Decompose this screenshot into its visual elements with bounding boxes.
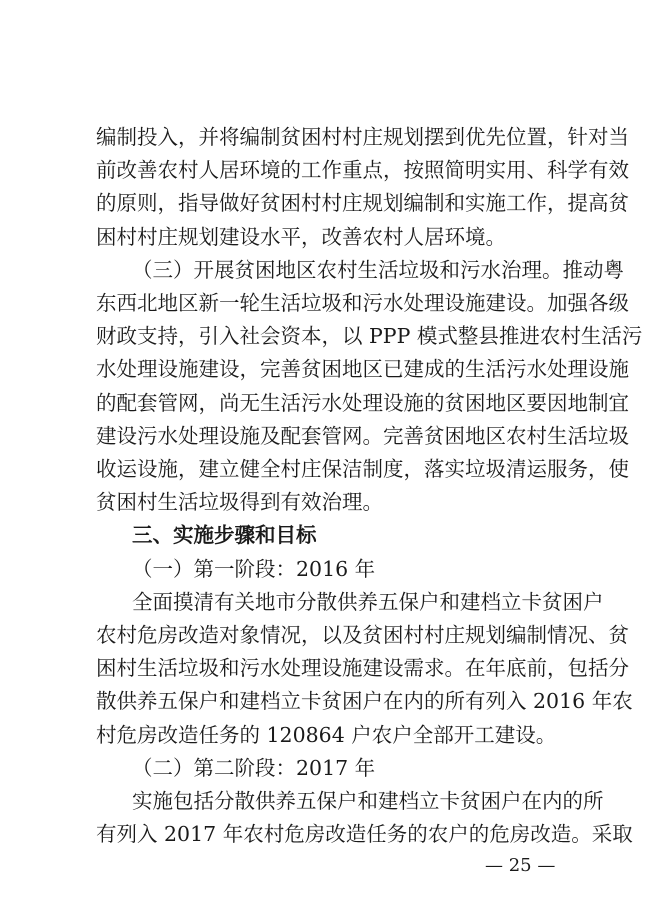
paragraph-line: 全面摸清有关地市分散供养五保户和建档立卡贫困户 — [132, 589, 604, 614]
paragraph-line: 的配套管网，尚无生活污水处理设施的贫困地区要因地制宜 — [96, 390, 629, 415]
paragraph-line: 困村村庄规划建设水平，改善农村人居环境。 — [96, 224, 506, 249]
page-number: — 25 — — [485, 855, 556, 877]
subsection-heading-2: （二）第二阶段：2017 年 — [132, 755, 376, 780]
paragraph-line: 东西北地区新一轮生活垃圾和污水处理设施建设。加强各级 — [96, 291, 629, 315]
paragraph-line: 贫困村生活垃圾得到有效治理。 — [96, 490, 383, 515]
paragraph-line: 村危房改造任务的 120864 户农户全部开工建设。 — [96, 722, 557, 747]
paragraph-line: 农村危房改造对象情况，以及贫困村村庄规划编制情况、贫 — [96, 623, 629, 647]
section-heading-3: （三）开展贫困地区农村生活垃圾和污水治理。推动粤 — [132, 257, 624, 282]
paragraph-line: 前改善农村人居环境的工作重点，按照简明实用、科学有效 — [96, 158, 629, 183]
paragraph-line: 收运设施，建立健全村庄保洁制度，落实垃圾清运服务，使 — [96, 457, 629, 481]
paragraph-line: 困村生活垃圾和污水处理设施建设需求。在年底前，包括分 — [96, 656, 629, 681]
paragraph-line: 财政支持，引入社会资本，以 PPP 模式整县推进农村生活污 — [96, 324, 643, 349]
paragraph-line: 建设污水处理设施及配套管网。完善贫困地区农村生活垃圾 — [96, 423, 629, 448]
paragraph-line: 水处理设施建设，完善贫困地区已建成的生活污水处理设施 — [96, 357, 629, 382]
paragraph-line: 的原则，指导做好贫困村村庄规划编制和实施工作，提高贫 — [96, 191, 629, 216]
paragraph-line: 编制投入，并将编制贫困村村庄规划摆到优先位置，针对当 — [96, 125, 629, 149]
paragraph-line: 有列入 2017 年农村危房改造任务的农户的危房改造。采取 — [96, 822, 633, 847]
section-heading: 三、实施步骤和目标 — [132, 523, 317, 548]
subsection-heading-1: （一）第一阶段：2016 年 — [132, 556, 376, 581]
paragraph-line: 实施包括分散供养五保户和建档立卡贫困户在内的所 — [132, 789, 604, 813]
paragraph-line: 散供养五保户和建档立卡贫困户在内的所有列入 2016 年农 — [96, 689, 633, 714]
